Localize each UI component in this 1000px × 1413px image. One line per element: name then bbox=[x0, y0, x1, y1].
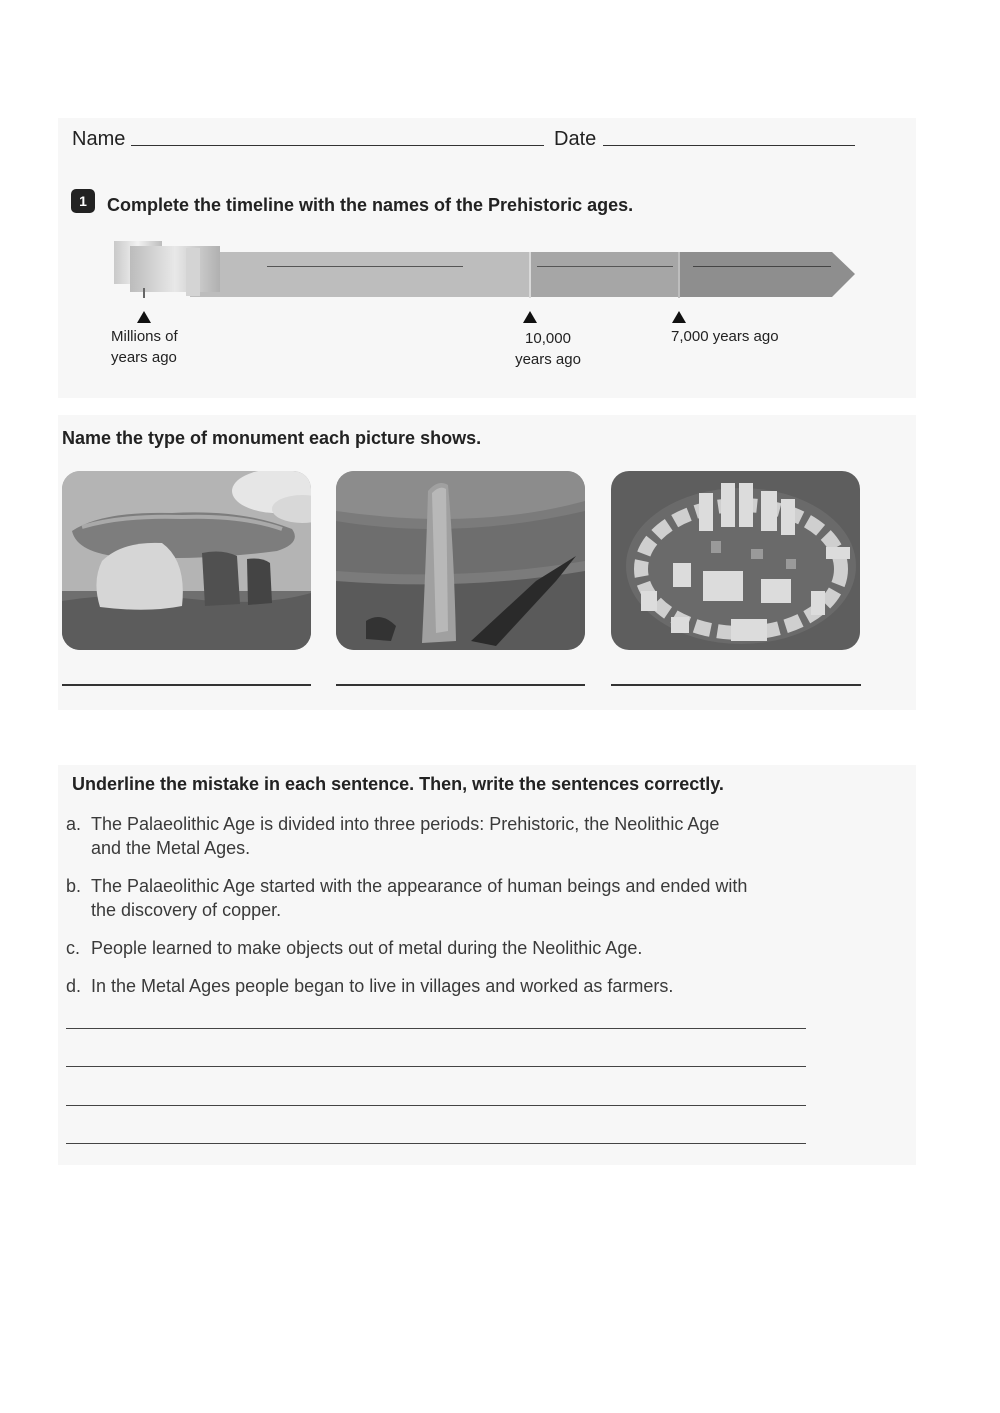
sentence-a: a. The Palaeolithic Age is divided into three periods: Prehistoric, the Neolithic Age and the Metal Ages. bbox=[66, 814, 720, 858]
timeline-answer-3[interactable] bbox=[693, 266, 831, 267]
name-label: Name bbox=[72, 128, 126, 150]
timeline-label-2: 10,000 years ago bbox=[515, 330, 581, 368]
section3-instruction: Underline the mistake in each sentence. Then, write the sentences correctly. bbox=[72, 774, 724, 794]
correction-line-3[interactable] bbox=[66, 1105, 806, 1106]
timeline-tick-3 bbox=[678, 252, 680, 298]
correction-line-1[interactable] bbox=[66, 1028, 806, 1029]
timeline-marker-2 bbox=[523, 311, 537, 323]
cromlech-photo bbox=[611, 471, 860, 650]
monument-answer-3[interactable] bbox=[611, 684, 861, 686]
section1-number-badge: 1 bbox=[71, 189, 95, 213]
timeline-label-1: Millions of years ago bbox=[111, 328, 178, 366]
timeline-answer-1[interactable] bbox=[267, 266, 463, 267]
sentence-c: c. People learned to make objects out of metal during the Neolithic Age. bbox=[66, 938, 643, 958]
dolmen-photo bbox=[62, 471, 311, 650]
timeline-label-3: 7,000 years ago bbox=[671, 328, 779, 345]
correction-line-4[interactable] bbox=[66, 1143, 806, 1144]
monument-answer-2[interactable] bbox=[336, 684, 585, 686]
correction-line-2[interactable] bbox=[66, 1066, 806, 1067]
timeline-answer-2[interactable] bbox=[537, 266, 673, 267]
timeline-tick-2 bbox=[529, 252, 531, 298]
timeline-tick-1 bbox=[143, 288, 145, 298]
date-label: Date bbox=[554, 128, 597, 150]
sentence-d: d. In the Metal Ages people began to live in villages and worked as farmers. bbox=[66, 976, 674, 996]
sentence-b: b. The Palaeolithic Age started with the appearance of human beings and ended with the discovery of copper. bbox=[66, 876, 748, 920]
date-input-line[interactable] bbox=[603, 128, 855, 146]
section1-instruction: Complete the timeline with the names of the Prehistoric ages. bbox=[107, 195, 634, 215]
timeline-bar bbox=[110, 238, 860, 302]
monument-answer-1[interactable] bbox=[62, 684, 311, 686]
name-input-line[interactable] bbox=[131, 128, 544, 146]
timeline-marker-1 bbox=[137, 311, 151, 323]
menhir-photo bbox=[336, 471, 585, 650]
timeline-marker-3 bbox=[672, 311, 686, 323]
section2-instruction: Name the type of monument each picture shows. bbox=[62, 428, 482, 448]
